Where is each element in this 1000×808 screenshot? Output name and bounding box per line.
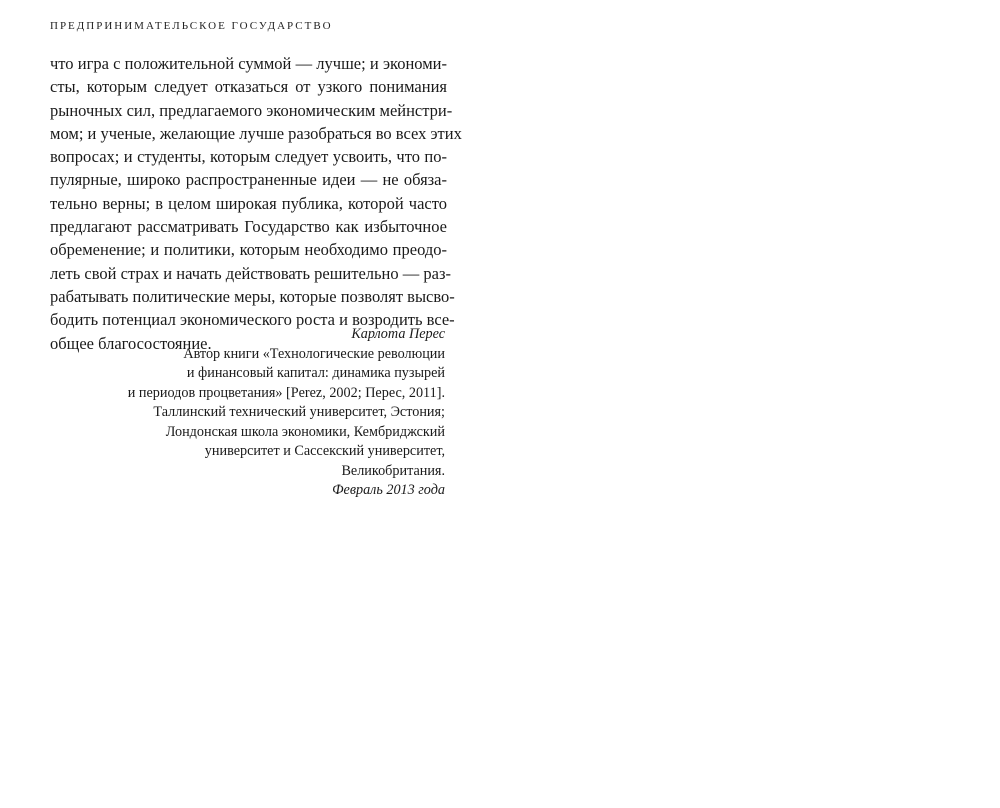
signature-line: и финансовый капитал: динамика пузырей (186, 365, 445, 381)
text-line: пулярные, широко распространенные идеи — не обяза- (50, 170, 447, 190)
text-line: общее благосостояние. (50, 333, 212, 353)
text-line: рабатывать политические меры, которые позволят высво- (50, 286, 455, 306)
signature-block (100, 325, 445, 501)
signature-date: Февраль 2013 года (332, 482, 445, 498)
running-head: ПРЕДПРИНИМАТЕЛЬСКОЕ ГОСУДАРСТВО (50, 20, 333, 32)
right-page (500, 0, 1000, 794)
text-line: тельно верны; в целом широкая публика, которой часто (50, 193, 447, 213)
signature-author: Карлота Перес (351, 326, 445, 342)
text-line: сты, которым следует отказаться от узкого понимания (50, 77, 447, 97)
text-line: мом; и ученые, желающие лучше разобраться во всех этих (50, 123, 462, 143)
text-line: рыночных сил, предлагаемого экономическим мейнстри- (50, 100, 453, 120)
signature-line: Автор книги «Технологические революции (183, 345, 445, 362)
signature-line: Таллинский технический университет, Эстония; (153, 404, 445, 420)
signature-line: Лондонская школа экономики, Кембриджский (165, 423, 445, 440)
text-line: вопросах; и студенты, которым следует усвоить, что по- (50, 147, 447, 167)
left-paragraph (50, 52, 462, 355)
signature-line: Великобритания. (341, 462, 445, 479)
signature-line: университет и Сассекский университет, (204, 443, 445, 459)
text-line: предлагают рассматривать Государство как избыточное (50, 217, 447, 237)
text-line: бодить потенциал экономического роста и возродить все- (50, 310, 455, 330)
signature-line: и периодов процветания» [Perez, 2002; Перес, 2011]. (127, 384, 445, 401)
text-line: обременение; и политики, которым необходимо преодо- (50, 240, 447, 260)
left-page (0, 0, 500, 794)
text-line: леть свой страх и начать действовать решительно — раз- (50, 263, 451, 283)
text-line: что игра с положительной суммой — лучше; и экономи- (50, 54, 447, 73)
